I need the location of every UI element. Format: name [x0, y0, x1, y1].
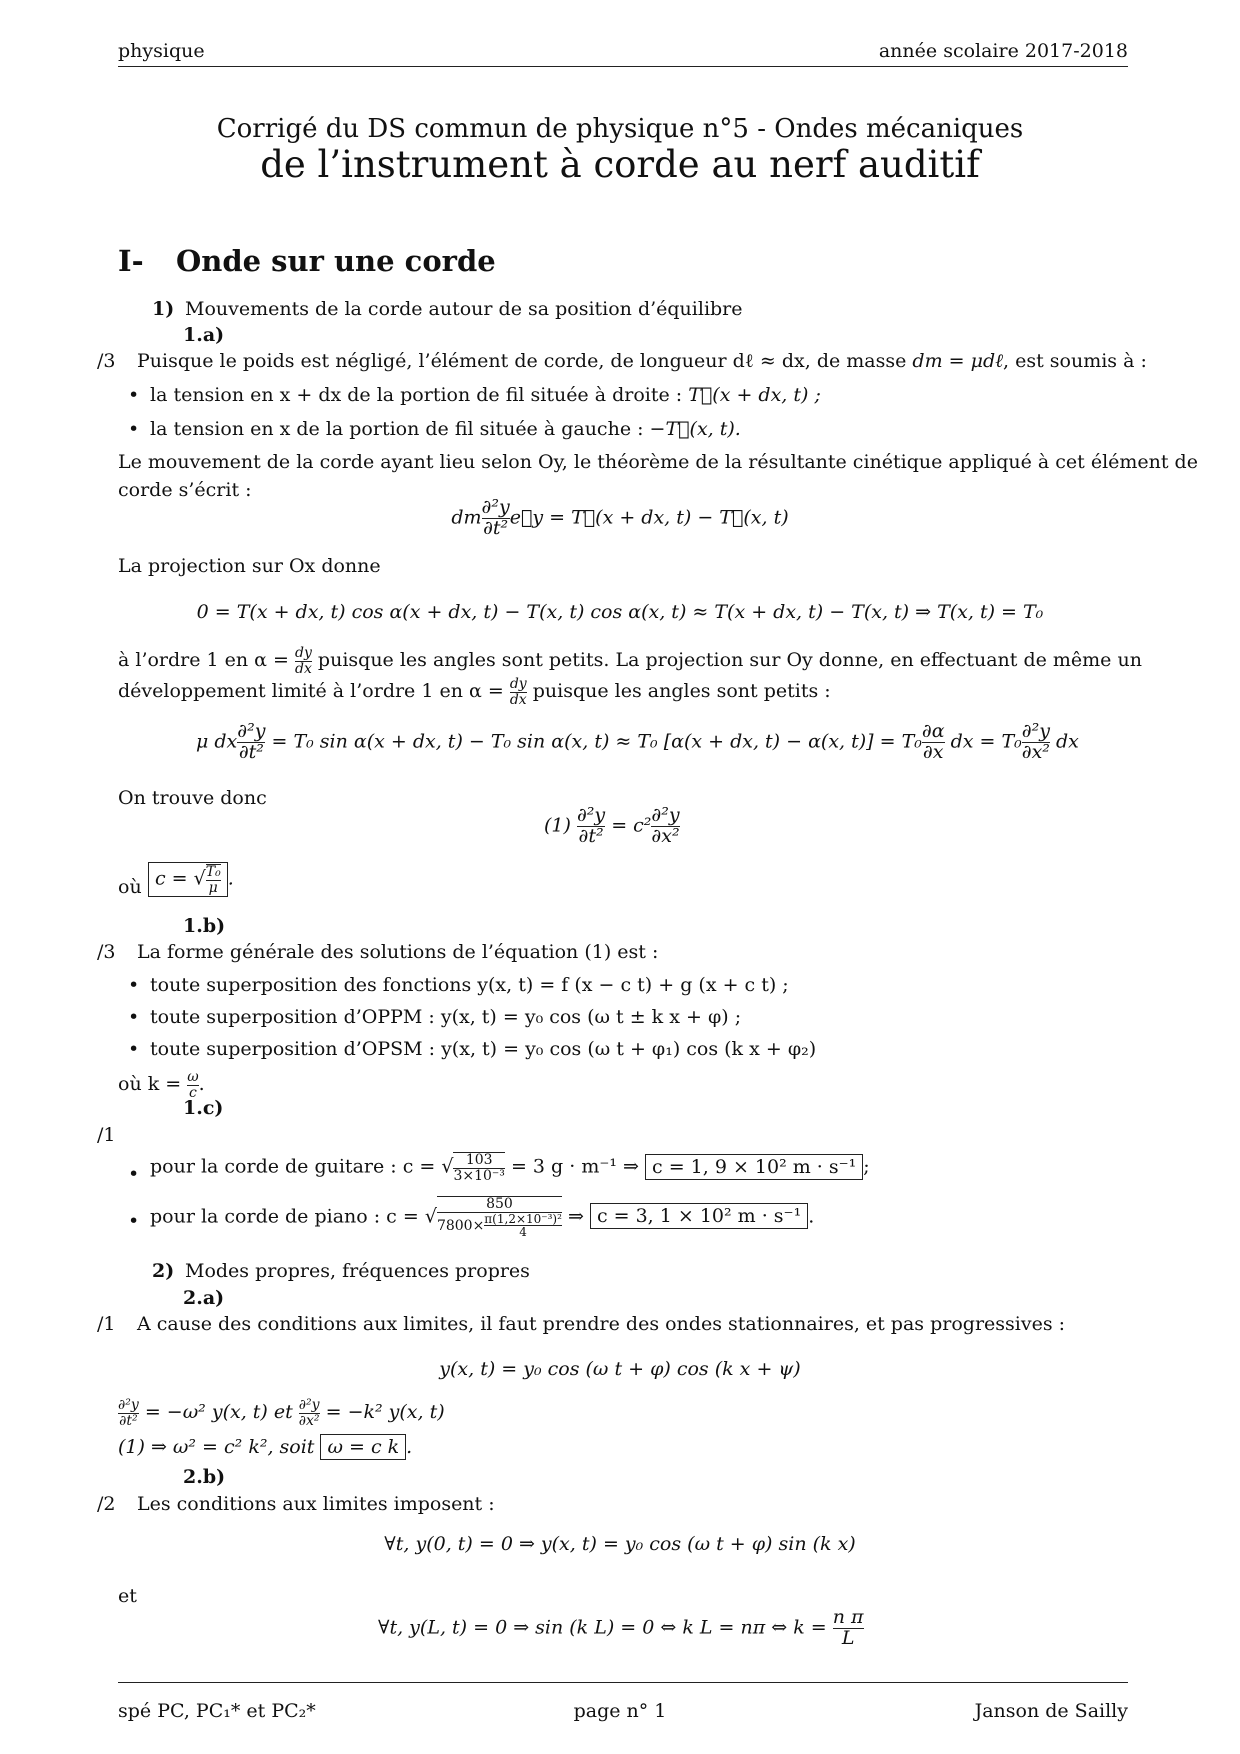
q2b-points: /2: [97, 1493, 116, 1515]
q1a-points: /3: [97, 350, 116, 372]
bullet-dot: •: [128, 1210, 140, 1232]
q1a-eq4: (1) $\frac{\text{∂²y}}{\text{∂t²}}$ = c² $\frac{\text{∂²y}}{\text{∂x²}}$: [544, 804, 680, 847]
q2b-eq2: ∀t, y(L, t) = 0 ⇒ sin (k L) = 0 ⇔ k L = nπ ⇔ k = $\frac{\text{n π}}{L}$: [378, 1606, 864, 1649]
header-subject: physique: [118, 40, 205, 62]
q1a-label: 1.a): [183, 324, 225, 346]
title-line1: Corrigé du DS commun de physique n°5 - Ondes mécaniques: [216, 114, 1024, 144]
q2b-eq1: ∀t, y(0, t) = 0 ⇒ y(x, t) = y₀ cos (ω t + φ) sin (k x): [384, 1533, 856, 1555]
q1b-points: /3: [97, 941, 116, 963]
q1a-intro: Puisque le poids est négligé, l’élément de corde, de longueur dℓ ≈ dx, de masse dm = μdℓ, est soumis à :: [137, 350, 1147, 372]
q1b-bullet1: toute superposition des fonctions y(x, t) = f (x − c t) + g (x + c t) ;: [150, 974, 789, 996]
header-year: année scolaire 2017-2018: [878, 40, 1128, 62]
bullet-dot: •: [128, 1038, 140, 1060]
bullet-dot: •: [128, 974, 140, 996]
section-number: I-: [118, 244, 144, 278]
header-rule: [118, 66, 1128, 67]
q1c-label: 1.c): [183, 1097, 224, 1119]
footer-rule: [118, 1682, 1128, 1683]
section-title: Onde sur une corde: [176, 244, 496, 278]
q1c-points: /1: [97, 1124, 116, 1146]
q1a-bullet2: la tension en x de la portion de fil située à gauche : −T⃗(x, t).: [150, 418, 741, 440]
q1b-intro: La forme générale des solutions de l’équation (1) est :: [137, 941, 659, 963]
q1c-guitar: pour la corde de guitare : c = √ $\frac{103}{\text{3×10⁻³}}$ = 3 g · m⁻¹ ⇒ c = 1, 9 × 10² m · s⁻¹ ;: [150, 1152, 870, 1184]
q1a-para4: développement limité à l’ordre 1 en α = $\frac{dy}{dx}$ puisque les angles sont petits :: [118, 676, 831, 708]
q2a-eq: y(x, t) = y₀ cos (ω t + φ) cos (k x + ψ): [439, 1358, 801, 1380]
q1a-para3: à l’ordre 1 en α = $\frac{dy}{dx}$ puisque les angles sont petits. La projection sur Oy donne, en effectuant de même un: [118, 645, 1142, 677]
q1a-para1: Le mouvement de la corde ayant lieu selon Oy, le théorème de la résultante cinétique appliqué à cet élément de: [118, 451, 1198, 473]
q2b-et: et: [118, 1585, 137, 1607]
q2-number: 2): [152, 1260, 175, 1282]
q1a-eq2: 0 = T(x + dx, t) cos α(x + dx, t) − T(x, t) cos α(x, t) ≈ T(x + dx, t) − T(x, t) ⇒ T(x, t) = T₀: [196, 601, 1044, 623]
title-line2: de l’instrument à corde au nerf auditif: [260, 143, 980, 186]
q1b-k-def: où k = $\frac{\omega}{c}$ .: [118, 1069, 205, 1101]
q2a-points: /1: [97, 1313, 116, 1335]
q1a-c-def: c = √ $\frac{\text{T₀}}{\mu}$ .: [148, 862, 234, 897]
q1a-ou: où: [118, 876, 142, 898]
q1c-piano: pour la corde de piano : c = √ 850 7800× $\frac{\text{π(1,2×10⁻³)²}}{4}$ ⇒ c = 3, 1 × 10² m · s⁻¹ .: [150, 1196, 815, 1240]
q1a-bullet1: la tension en x + dx de la portion de fil située à droite : T⃗(x + dx, t) ;: [150, 384, 821, 406]
q2b-intro: Les conditions aux limites imposent :: [137, 1493, 495, 1515]
footer-classes: spé PC, PC₁* et PC₂*: [118, 1700, 316, 1722]
q1-number: 1): [152, 298, 175, 320]
bullet-dot: •: [128, 1006, 140, 1028]
q1a-para2: corde s’écrit :: [118, 479, 252, 501]
q2b-label: 2.b): [183, 1466, 226, 1488]
q1a-projx: La projection sur Ox donne: [118, 555, 381, 577]
q1b-bullet3: toute superposition d’OPSM : y(x, t) = y₀ cos (ω t + φ₁) cos (k x + φ₂): [150, 1038, 817, 1060]
q1a-eq3: μ dx $\frac{\text{∂²y}}{\text{∂t²}}$ = T₀ sin α(x + dx, t) − T₀ sin α(x, t) ≈ T₀ [α(x + dx, t) − α(x, t)] = T₀ $\frac{\partial\alpha}{\partial x}$ dx = T₀ $\frac{\text{∂²y}}{\text{∂x²}}$ dx: [196, 720, 1079, 763]
q1b-bullet2: toute superposition d’OPPM : y(x, t) = y₀ cos (ω t ± k x + φ) ;: [150, 1006, 742, 1028]
q2a-label: 2.a): [183, 1287, 225, 1309]
bullet-dot: •: [128, 1163, 140, 1185]
q1b-label: 1.b): [183, 915, 226, 937]
q1a-eq1: dm $\frac{\text{∂²y}}{\text{∂t²}}$ e⃗y = T⃗(x + dx, t) − T⃗(x, t): [451, 496, 789, 539]
bullet-dot: •: [128, 418, 140, 440]
footer-school: Janson de Sailly: [974, 1700, 1128, 1722]
q2a-line1: $\frac{\text{∂²y}}{\text{∂t²}}$ = −ω² y(x, t) et $\frac{\text{∂²y}}{\text{∂x²}}$ = −k² y(x, t): [118, 1397, 445, 1429]
q1-title: Mouvements de la corde autour de sa position d’équilibre: [185, 298, 743, 320]
q1a-on-trouve: On trouve donc: [118, 787, 267, 809]
q2a-intro: A cause des conditions aux limites, il faut prendre des ondes stationnaires, et pas progressives :: [137, 1313, 1066, 1335]
q2-title: Modes propres, fréquences propres: [185, 1260, 530, 1282]
footer-page-number: page n° 1: [573, 1700, 667, 1722]
q2a-line2: (1) ⇒ ω² = c² k², soit ω = c k .: [118, 1436, 413, 1458]
bullet-dot: •: [128, 384, 140, 406]
